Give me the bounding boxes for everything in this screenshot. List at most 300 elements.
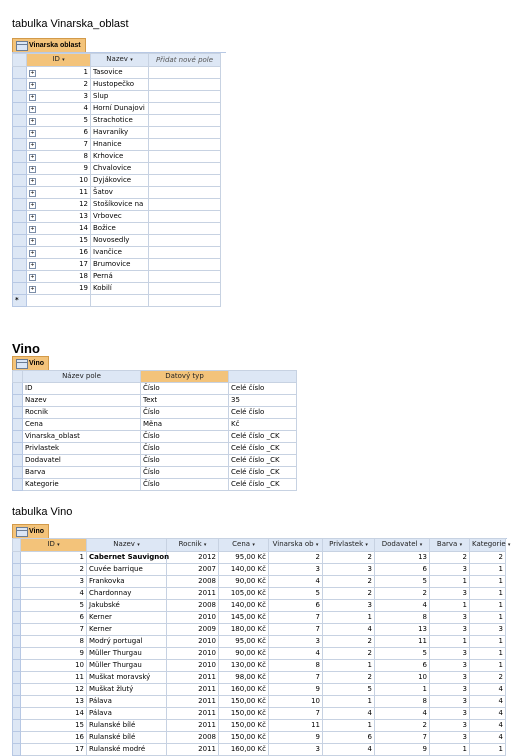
table-row[interactable]: [13, 91, 221, 103]
cell-id[interactable]: [27, 187, 91, 199]
field-name[interactable]: Cena: [23, 419, 141, 431]
cell-nazev[interactable]: Dyjákovice: [91, 175, 149, 187]
row-selector[interactable]: [13, 660, 21, 672]
cell-nazev[interactable]: Muškat žlutý: [87, 684, 167, 696]
field-property[interactable]: Celé číslo _CK: [229, 443, 297, 455]
cell-dodavatel[interactable]: 6: [375, 564, 430, 576]
field-type[interactable]: Číslo: [141, 479, 229, 491]
cell-id[interactable]: 1: [21, 552, 87, 564]
row-selector[interactable]: [13, 103, 27, 115]
field-row[interactable]: [13, 431, 297, 443]
row-selector[interactable]: [13, 175, 27, 187]
cell-cena[interactable]: 160,00 Kč: [219, 684, 269, 696]
cell-kategorie[interactable]: 1: [470, 588, 506, 600]
cell-nazev[interactable]: Müller Thurgau: [87, 648, 167, 660]
cell-nazev[interactable]: Vrbovec: [91, 211, 149, 223]
cell-rocnik[interactable]: 2011: [167, 588, 219, 600]
cell-cena[interactable]: 105,00 Kč: [219, 588, 269, 600]
cell-empty[interactable]: [149, 199, 221, 211]
cell-empty[interactable]: [149, 79, 221, 91]
cell-kategorie[interactable]: 1: [470, 660, 506, 672]
expand-icon[interactable]: +: [30, 250, 35, 256]
cell-rocnik[interactable]: 2011: [167, 744, 219, 756]
field-name[interactable]: Dodavatel: [23, 455, 141, 467]
expand-icon[interactable]: +: [30, 70, 35, 76]
cell-nazev[interactable]: Ivančice: [91, 247, 149, 259]
cell-barva[interactable]: 3: [430, 588, 470, 600]
cell-vinarska-oblast[interactable]: 6: [269, 600, 323, 612]
cell-empty[interactable]: [149, 115, 221, 127]
cell-kategorie[interactable]: 4: [470, 696, 506, 708]
expand-icon[interactable]: +: [30, 178, 35, 184]
chevron-down-icon[interactable]: ▾: [365, 542, 368, 548]
table-row[interactable]: [13, 732, 506, 744]
cell-id[interactable]: 7: [21, 624, 87, 636]
cell-id[interactable]: 9: [21, 648, 87, 660]
table-row[interactable]: [13, 648, 506, 660]
cell-dodavatel[interactable]: 9: [375, 744, 430, 756]
cell-empty[interactable]: [149, 271, 221, 283]
field-row[interactable]: [13, 443, 297, 455]
row-selector[interactable]: [13, 91, 27, 103]
chevron-down-icon[interactable]: ▾: [507, 542, 511, 548]
cell-kategorie[interactable]: 2: [470, 552, 506, 564]
table-row[interactable]: [13, 672, 506, 684]
field-row[interactable]: [13, 479, 297, 491]
field-row[interactable]: [13, 467, 297, 479]
cell-rocnik[interactable]: 2012: [167, 552, 219, 564]
cell-vinarska-oblast[interactable]: 3: [269, 744, 323, 756]
row-selector[interactable]: [13, 636, 21, 648]
row-selector[interactable]: [13, 576, 21, 588]
cell-barva[interactable]: 3: [430, 612, 470, 624]
cell-empty[interactable]: [149, 139, 221, 151]
cell-privlastek[interactable]: 4: [323, 624, 375, 636]
row-selector[interactable]: [13, 708, 21, 720]
cell-privlastek[interactable]: 4: [323, 744, 375, 756]
cell-cena[interactable]: 130,00 Kč: [219, 660, 269, 672]
cell-cena[interactable]: 95,00 Kč: [219, 552, 269, 564]
cell-id[interactable]: 6: [21, 612, 87, 624]
table-row[interactable]: [13, 223, 221, 235]
table-row[interactable]: [13, 211, 221, 223]
cell-id[interactable]: 16: [21, 732, 87, 744]
row-selector[interactable]: [13, 283, 27, 295]
chevron-down-icon[interactable]: ▾: [459, 542, 463, 548]
cell-id[interactable]: [27, 139, 91, 151]
table-row[interactable]: [13, 576, 506, 588]
cell-nazev[interactable]: Pálava: [87, 696, 167, 708]
column-header-nazev[interactable]: Nazev ▾: [91, 54, 149, 67]
cell-id[interactable]: 11: [21, 672, 87, 684]
cell-privlastek[interactable]: 2: [323, 552, 375, 564]
cell-barva[interactable]: 3: [430, 684, 470, 696]
cell-privlastek[interactable]: 3: [323, 564, 375, 576]
cell-empty[interactable]: [149, 235, 221, 247]
cell-privlastek[interactable]: 3: [323, 600, 375, 612]
table-row[interactable]: [13, 696, 506, 708]
table-row[interactable]: [13, 552, 506, 564]
cell-rocnik[interactable]: 2011: [167, 708, 219, 720]
table-row[interactable]: [13, 612, 506, 624]
expand-icon[interactable]: +: [30, 226, 35, 232]
cell-empty[interactable]: [149, 187, 221, 199]
cell-cena[interactable]: 150,00 Kč: [219, 708, 269, 720]
table-row[interactable]: [13, 187, 221, 199]
expand-icon[interactable]: +: [30, 238, 35, 244]
cell-nazev[interactable]: Krhovice: [91, 151, 149, 163]
cell-dodavatel[interactable]: 4: [375, 708, 430, 720]
cell-kategorie[interactable]: 1: [470, 636, 506, 648]
cell-rocnik[interactable]: 2010: [167, 660, 219, 672]
column-header-vinarska-oblast[interactable]: [269, 539, 323, 552]
cell-empty[interactable]: [149, 151, 221, 163]
field-type[interactable]: Číslo: [141, 407, 229, 419]
cell-cena[interactable]: 145,00 Kč: [219, 612, 269, 624]
table-row[interactable]: [13, 79, 221, 91]
cell-id[interactable]: 13: [21, 696, 87, 708]
row-selector[interactable]: [13, 720, 21, 732]
row-selector[interactable]: [13, 467, 23, 479]
field-name[interactable]: Rocnik: [23, 407, 141, 419]
cell-barva[interactable]: 3: [430, 708, 470, 720]
expand-icon[interactable]: +: [30, 214, 35, 220]
table-row[interactable]: [13, 175, 221, 187]
cell-id[interactable]: [27, 235, 91, 247]
row-selector[interactable]: [13, 67, 27, 79]
cell-id[interactable]: [27, 115, 91, 127]
cell-rocnik[interactable]: 2010: [167, 636, 219, 648]
expand-icon[interactable]: +: [30, 262, 35, 268]
cell-privlastek[interactable]: 2: [323, 672, 375, 684]
field-name[interactable]: Vinarska_oblast: [23, 431, 141, 443]
cell-barva[interactable]: 1: [430, 636, 470, 648]
cell-barva[interactable]: 3: [430, 732, 470, 744]
field-property[interactable]: Celé číslo _CK: [229, 455, 297, 467]
column-header-kategorie[interactable]: [470, 539, 511, 552]
tab-vinarska-oblast[interactable]: [12, 38, 86, 52]
column-header-add-field[interactable]: Přidat nové pole: [149, 54, 221, 67]
expand-icon[interactable]: +: [30, 202, 35, 208]
cell-nazev[interactable]: Božice: [91, 223, 149, 235]
cell-empty[interactable]: [149, 223, 221, 235]
cell-nazev[interactable]: Hustopečko: [91, 79, 149, 91]
cell-kategorie[interactable]: 4: [470, 732, 506, 744]
table-row[interactable]: [13, 636, 506, 648]
field-property[interactable]: Celé číslo: [229, 407, 297, 419]
cell-nazev[interactable]: Rulanské bílé: [87, 720, 167, 732]
field-type[interactable]: Číslo: [141, 467, 229, 479]
cell-cena[interactable]: 150,00 Kč: [219, 732, 269, 744]
table-row[interactable]: [13, 199, 221, 211]
column-header-rocnik[interactable]: [167, 539, 219, 552]
row-selector[interactable]: [13, 419, 23, 431]
table-row[interactable]: [13, 259, 221, 271]
cell-nazev[interactable]: Frankovka: [87, 576, 167, 588]
select-all-cell[interactable]: [13, 371, 23, 383]
expand-icon[interactable]: +: [30, 154, 35, 160]
table-row[interactable]: [13, 235, 221, 247]
chevron-down-icon[interactable]: ▾: [130, 57, 133, 63]
table-row[interactable]: [13, 744, 506, 756]
cell-kategorie[interactable]: 4: [470, 684, 506, 696]
cell-privlastek[interactable]: 5: [323, 684, 375, 696]
cell-nazev[interactable]: Chardonnay: [87, 588, 167, 600]
table-row[interactable]: [13, 588, 506, 600]
cell-cena[interactable]: 180,00 Kč: [219, 624, 269, 636]
cell-vinarska-oblast[interactable]: 5: [269, 588, 323, 600]
row-selector[interactable]: [13, 383, 23, 395]
cell-id[interactable]: [27, 91, 91, 103]
row-selector[interactable]: [13, 648, 21, 660]
cell-dodavatel[interactable]: 6: [375, 660, 430, 672]
row-selector[interactable]: [13, 79, 27, 91]
expand-icon[interactable]: +: [30, 118, 35, 124]
cell-empty[interactable]: [149, 295, 221, 307]
cell-nazev[interactable]: Stošíkovice na: [91, 199, 149, 211]
field-type[interactable]: Číslo: [141, 431, 229, 443]
cell-vinarska-oblast[interactable]: 4: [269, 576, 323, 588]
cell-id[interactable]: [27, 127, 91, 139]
cell-dodavatel[interactable]: 7: [375, 732, 430, 744]
row-selector[interactable]: [13, 259, 27, 271]
cell-cena[interactable]: 140,00 Kč: [219, 564, 269, 576]
column-header-id[interactable]: ID ▾: [27, 54, 91, 67]
cell-kategorie[interactable]: 3: [470, 624, 506, 636]
cell-dodavatel[interactable]: 2: [375, 720, 430, 732]
cell-rocnik[interactable]: 2010: [167, 648, 219, 660]
cell-rocnik[interactable]: 2008: [167, 600, 219, 612]
cell-vinarska-oblast[interactable]: 9: [269, 684, 323, 696]
cell-privlastek[interactable]: 1: [323, 612, 375, 624]
cell-nazev[interactable]: Muškat moravský: [87, 672, 167, 684]
cell-privlastek[interactable]: 4: [323, 708, 375, 720]
field-type[interactable]: Text: [141, 395, 229, 407]
row-selector[interactable]: [13, 672, 21, 684]
cell-id[interactable]: [27, 271, 91, 283]
tab-vino-design[interactable]: [12, 356, 49, 370]
chevron-down-icon[interactable]: ▾: [57, 542, 60, 548]
column-header-dodavatel[interactable]: [375, 539, 430, 552]
cell-dodavatel[interactable]: 8: [375, 696, 430, 708]
cell-barva[interactable]: 3: [430, 720, 470, 732]
cell-kategorie[interactable]: 1: [470, 600, 506, 612]
cell-kategorie[interactable]: 4: [470, 720, 506, 732]
row-selector[interactable]: [13, 479, 23, 491]
column-header-cena[interactable]: [219, 539, 269, 552]
cell-privlastek[interactable]: 2: [323, 648, 375, 660]
field-type[interactable]: Číslo: [141, 443, 229, 455]
table-row[interactable]: [13, 115, 221, 127]
cell-empty[interactable]: [149, 67, 221, 79]
cell-dodavatel[interactable]: 10: [375, 672, 430, 684]
cell-dodavatel[interactable]: 5: [375, 576, 430, 588]
cell-rocnik[interactable]: 2011: [167, 696, 219, 708]
column-header-nazev[interactable]: [87, 539, 167, 552]
cell-nazev[interactable]: Jakubské: [87, 600, 167, 612]
cell-dodavatel[interactable]: 8: [375, 612, 430, 624]
select-all-cell[interactable]: [13, 539, 21, 552]
cell-vinarska-oblast[interactable]: 4: [269, 648, 323, 660]
field-row[interactable]: [13, 419, 297, 431]
table-row[interactable]: [13, 103, 221, 115]
cell-barva[interactable]: 1: [430, 744, 470, 756]
row-selector[interactable]: [13, 684, 21, 696]
field-property[interactable]: 35: [229, 395, 297, 407]
row-selector[interactable]: [13, 624, 21, 636]
cell-id[interactable]: 3: [21, 576, 87, 588]
field-name[interactable]: Barva: [23, 467, 141, 479]
field-name[interactable]: ID: [23, 383, 141, 395]
row-selector[interactable]: [13, 588, 21, 600]
new-record-row[interactable]: [13, 295, 221, 307]
cell-barva[interactable]: 2: [430, 552, 470, 564]
cell-cena[interactable]: 90,00 Kč: [219, 576, 269, 588]
row-selector[interactable]: [13, 443, 23, 455]
expand-icon[interactable]: +: [30, 82, 35, 88]
cell-empty[interactable]: [149, 91, 221, 103]
row-selector[interactable]: [13, 151, 27, 163]
cell-barva[interactable]: 1: [430, 576, 470, 588]
cell-rocnik[interactable]: 2010: [167, 612, 219, 624]
cell-privlastek[interactable]: 1: [323, 660, 375, 672]
cell-cena[interactable]: 90,00 Kč: [219, 648, 269, 660]
field-row[interactable]: [13, 407, 297, 419]
cell-vinarska-oblast[interactable]: 10: [269, 696, 323, 708]
cell-id[interactable]: [27, 163, 91, 175]
cell-kategorie[interactable]: 4: [470, 708, 506, 720]
cell-rocnik[interactable]: 2007: [167, 564, 219, 576]
cell-cena[interactable]: 98,00 Kč: [219, 672, 269, 684]
cell-id[interactable]: 8: [21, 636, 87, 648]
table-row[interactable]: [13, 708, 506, 720]
cell-id[interactable]: [27, 175, 91, 187]
cell-vinarska-oblast[interactable]: 7: [269, 624, 323, 636]
cell-dodavatel[interactable]: 13: [375, 552, 430, 564]
row-selector[interactable]: [13, 235, 27, 247]
cell-rocnik[interactable]: 2008: [167, 732, 219, 744]
cell-vinarska-oblast[interactable]: 9: [269, 732, 323, 744]
cell-privlastek[interactable]: 1: [323, 696, 375, 708]
row-selector[interactable]: [13, 163, 27, 175]
cell-barva[interactable]: 3: [430, 648, 470, 660]
cell-vinarska-oblast[interactable]: 3: [269, 636, 323, 648]
chevron-down-icon[interactable]: ▾: [252, 542, 255, 548]
cell-id[interactable]: [27, 223, 91, 235]
cell-rocnik[interactable]: 2011: [167, 720, 219, 732]
expand-icon[interactable]: +: [30, 94, 35, 100]
cell-vinarska-oblast[interactable]: 7: [269, 672, 323, 684]
cell-nazev[interactable]: Modrý portugal: [87, 636, 167, 648]
cell-nazev[interactable]: Novosedly: [91, 235, 149, 247]
row-selector[interactable]: [13, 223, 27, 235]
cell-nazev[interactable]: Cabernet Sauvignon: [87, 552, 167, 564]
cell-empty[interactable]: [27, 295, 91, 307]
cell-id[interactable]: [27, 79, 91, 91]
table-row[interactable]: [13, 624, 506, 636]
row-selector[interactable]: [13, 732, 21, 744]
chevron-down-icon[interactable]: ▾: [419, 542, 423, 548]
cell-kategorie[interactable]: 1: [470, 564, 506, 576]
cell-empty[interactable]: [149, 283, 221, 295]
field-property[interactable]: Celé číslo _CK: [229, 467, 297, 479]
cell-privlastek[interactable]: 2: [323, 576, 375, 588]
row-selector[interactable]: [13, 271, 27, 283]
row-selector[interactable]: [13, 431, 23, 443]
field-property[interactable]: Kč: [229, 419, 297, 431]
chevron-down-icon[interactable]: ▾: [203, 542, 207, 548]
cell-dodavatel[interactable]: 4: [375, 600, 430, 612]
cell-nazev[interactable]: Pálava: [87, 708, 167, 720]
cell-id[interactable]: 4: [21, 588, 87, 600]
cell-id[interactable]: [27, 259, 91, 271]
field-property[interactable]: Celé číslo: [229, 383, 297, 395]
row-selector[interactable]: [13, 395, 23, 407]
row-selector[interactable]: [13, 600, 21, 612]
row-selector[interactable]: [13, 564, 21, 576]
cell-nazev[interactable]: Kerner: [87, 624, 167, 636]
field-name[interactable]: Nazev: [23, 395, 141, 407]
cell-empty[interactable]: [149, 103, 221, 115]
cell-nazev[interactable]: Hnanice: [91, 139, 149, 151]
field-name[interactable]: Privlastek: [23, 443, 141, 455]
cell-nazev[interactable]: Chvalovice: [91, 163, 149, 175]
field-property[interactable]: Celé číslo _CK: [229, 431, 297, 443]
expand-icon[interactable]: +: [30, 286, 35, 292]
table-row[interactable]: [13, 600, 506, 612]
row-selector[interactable]: [13, 407, 23, 419]
table-row[interactable]: [13, 151, 221, 163]
table-row[interactable]: [13, 271, 221, 283]
table-row[interactable]: [13, 564, 506, 576]
cell-nazev[interactable]: Perná: [91, 271, 149, 283]
cell-barva[interactable]: 3: [430, 624, 470, 636]
expand-icon[interactable]: +: [30, 130, 35, 136]
table-row[interactable]: [13, 127, 221, 139]
cell-cena[interactable]: 150,00 Kč: [219, 720, 269, 732]
cell-barva[interactable]: 3: [430, 660, 470, 672]
row-selector[interactable]: [13, 199, 27, 211]
expand-icon[interactable]: +: [30, 166, 35, 172]
cell-empty[interactable]: [149, 259, 221, 271]
field-type[interactable]: Číslo: [141, 383, 229, 395]
table-row[interactable]: [13, 163, 221, 175]
expand-icon[interactable]: +: [30, 106, 35, 112]
cell-barva[interactable]: 1: [430, 600, 470, 612]
cell-barva[interactable]: 3: [430, 564, 470, 576]
cell-id[interactable]: [27, 103, 91, 115]
cell-nazev[interactable]: Horní Dunajovi: [91, 103, 149, 115]
cell-privlastek[interactable]: 1: [323, 720, 375, 732]
row-selector[interactable]: [13, 612, 21, 624]
table-row[interactable]: [13, 720, 506, 732]
row-selector[interactable]: [13, 247, 27, 259]
cell-kategorie[interactable]: 2: [470, 672, 506, 684]
cell-dodavatel[interactable]: 1: [375, 684, 430, 696]
cell-vinarska-oblast[interactable]: 2: [269, 552, 323, 564]
cell-rocnik[interactable]: 2009: [167, 624, 219, 636]
cell-kategorie[interactable]: 1: [470, 648, 506, 660]
cell-empty[interactable]: [149, 127, 221, 139]
cell-id[interactable]: 2: [21, 564, 87, 576]
row-selector[interactable]: [13, 211, 27, 223]
cell-empty[interactable]: [91, 295, 149, 307]
cell-empty[interactable]: [149, 247, 221, 259]
tab-vino[interactable]: [12, 524, 49, 538]
cell-id[interactable]: 15: [21, 720, 87, 732]
cell-vinarska-oblast[interactable]: 3: [269, 564, 323, 576]
cell-rocnik[interactable]: 2011: [167, 672, 219, 684]
